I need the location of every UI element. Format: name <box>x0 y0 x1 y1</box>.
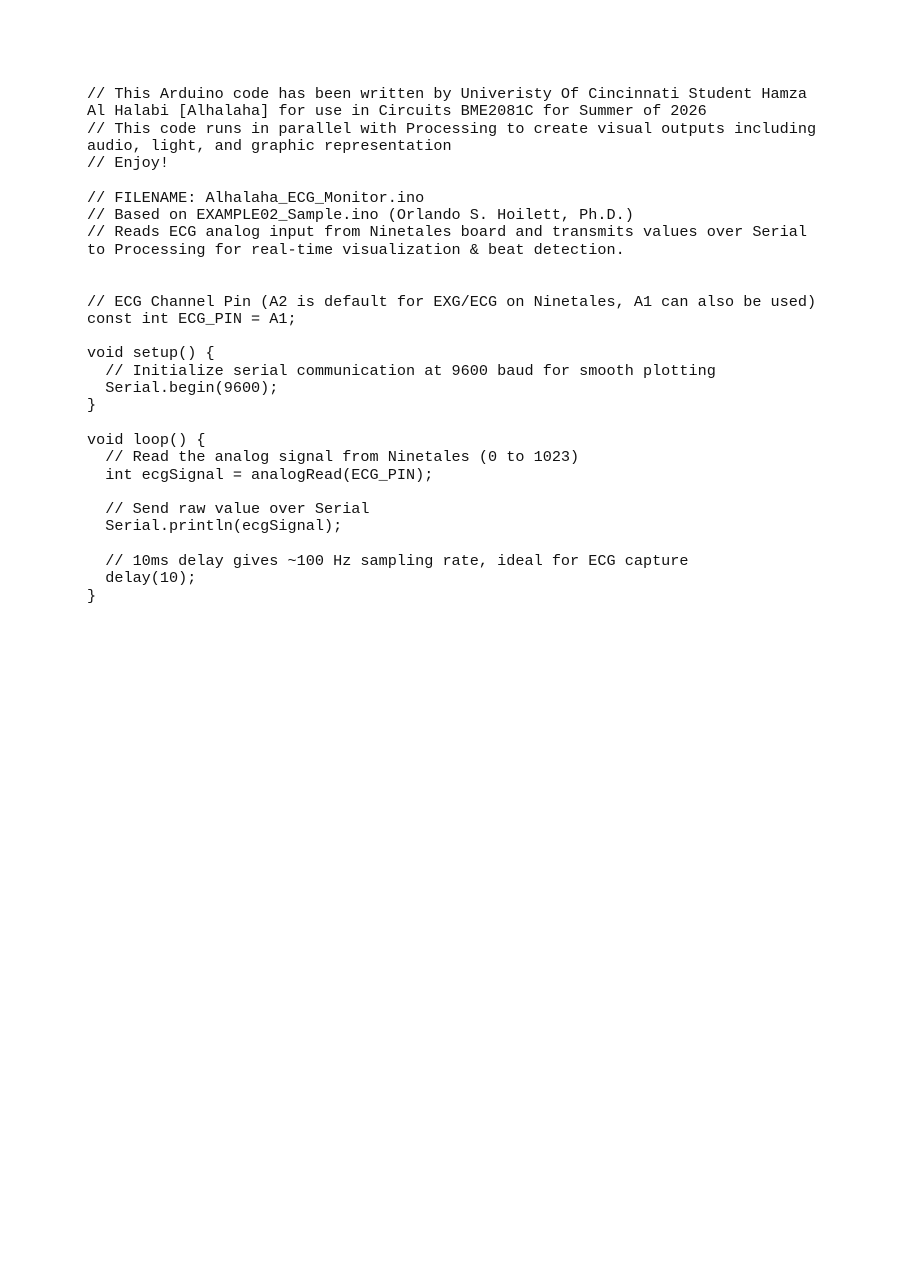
code-line: } <box>87 586 97 605</box>
code-line: // Based on EXAMPLE02_Sample.ino (Orlando S. Hoilett, Ph.D.) <box>87 206 634 225</box>
code-line: // 10ms delay gives ~100 Hz sampling rate, ideal for ECG capture <box>87 552 689 571</box>
code-line: Serial.begin(9600); <box>87 379 279 398</box>
code-line: // Send raw value over Serial <box>87 500 370 519</box>
code-line <box>87 415 847 432</box>
code-line: Al Halabi [Alhalaha] for use in Circuits BME2081C for Summer of 2026 <box>87 102 707 121</box>
code-line: // ECG Channel Pin (A2 is default for EXG/ECG on Ninetales, A1 can also be used) <box>87 292 817 311</box>
code-line: Serial.println(ecgSignal); <box>87 517 343 536</box>
code-block <box>87 86 847 605</box>
code-line: delay(10); <box>87 569 197 588</box>
code-line: int ecgSignal = analogRead(ECG_PIN); <box>87 465 434 484</box>
code-line: // Read the analog signal from Ninetales (0 to 1023) <box>87 448 580 467</box>
code-line <box>87 328 847 345</box>
code-line: // FILENAME: Alhalaha_ECG_Monitor.ino <box>87 188 425 207</box>
code-line: } <box>87 396 97 415</box>
code-line: // This code runs in parallel with Processing to create visual outputs including <box>87 119 817 138</box>
code-line: // Initialize serial communication at 9600 baud for smooth plotting <box>87 361 716 380</box>
code-line: // This Arduino code has been written by Univeristy Of Cincinnati Student Hamza <box>87 85 808 103</box>
code-line: // Enjoy! <box>87 154 170 173</box>
code-line: audio, light, and graphic representation <box>87 136 452 155</box>
code-line <box>87 172 847 189</box>
code-line <box>87 536 847 553</box>
code-line: void loop() { <box>87 430 206 449</box>
code-line: to Processing for real-time visualization & beat detection. <box>87 240 625 259</box>
code-line: const int ECG_PIN = A1; <box>87 309 297 328</box>
code-line <box>87 276 847 293</box>
code-line <box>87 484 847 501</box>
code-line: void setup() { <box>87 344 215 363</box>
code-line <box>87 259 847 276</box>
code-line: // Reads ECG analog input from Ninetales board and transmits values over Serial <box>87 223 808 242</box>
